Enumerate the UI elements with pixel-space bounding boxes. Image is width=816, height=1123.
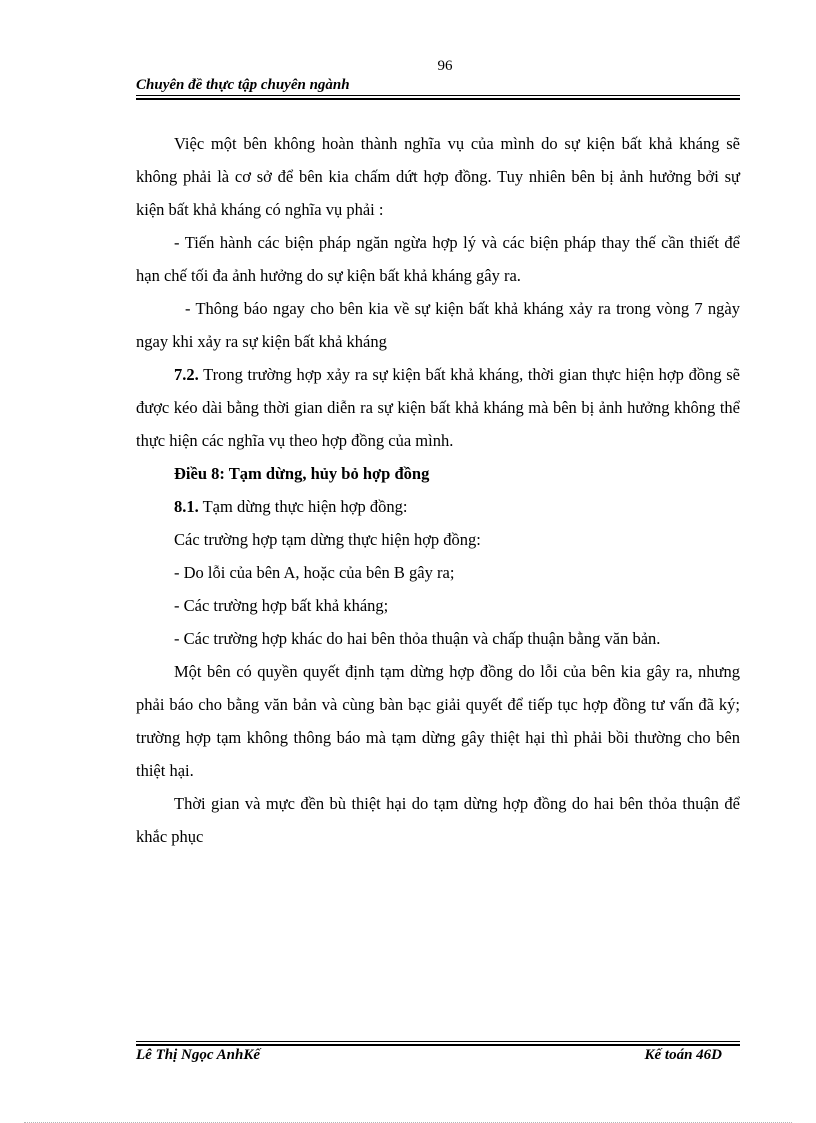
document-body [136, 127, 740, 853]
list-item: - Các trường hợp bất khả kháng; [174, 596, 389, 615]
list-item: - Do lỗi của bên A, hoặc của bên B gây ra; [174, 563, 455, 582]
page-number: 96 [437, 58, 453, 74]
paragraph-force-majeure-obligation: Việc một bên không hoàn thành nghĩa vụ của mình do sự kiện bất khả kháng sẽ không phải là cơ sở để bên kia chấm dứt hợp đồng. Tuy nhiên bên bị ảnh hưởng bởi sự kiện bất khả kháng có nghĩa vụ phải : [136, 134, 740, 219]
paragraph-suspension-right: Một bên có quyền quyết định tạm dừng hợp đồng do lỗi của bên kia gây ra, nhưng phải báo cho bằng văn bản và cùng bàn bạc giải quyết để tiếp tục hợp đồng tư vấn đã ký; trường hợp tạm không thông báo mà tạm dừng gây thiệt hại thì phải bồi thường cho bên thiệt hại. [136, 662, 740, 780]
suspension-cases-intro: Các trường hợp tạm dừng thực hiện hợp đồng: [174, 530, 481, 549]
list-item: - Các trường hợp khác do hai bên thỏa thuận và chấp thuận bằng văn bản. [174, 629, 661, 648]
section-label-7-2: 7.2. [174, 365, 199, 384]
header-rule [136, 95, 740, 100]
paragraph-preventive-measures: - Tiến hành các biện pháp ngăn ngừa hợp lý và các biện pháp thay thế cần thiết để hạn chế tối đa ảnh hưởng do sự kiện bất khả kháng gây ra. [136, 233, 740, 285]
paragraph-notification: - Thông báo ngay cho bên kia về sự kiện bất khả kháng xảy ra trong vòng 7 ngày ngay khi xảy ra sự kiện bất khả kháng [136, 299, 740, 351]
section-8-1-text: Tạm dừng thực hiện hợp đồng: [198, 497, 408, 516]
section-8-1 [136, 490, 740, 523]
paragraph-compensation: Thời gian và mực đền bù thiệt hại do tạm dừng hợp đồng do hai bên thỏa thuận để khắc phục [136, 794, 740, 846]
footer-rule [136, 1041, 740, 1046]
paragraph-7-2-text: Trong trường hợp xảy ra sự kiện bất khả kháng, thời gian thực hiện hợp đồng sẽ được kéo dài bằng thời gian diễn ra sự kiện bất khả kháng mà bên bị ảnh hưởng không thể thực hiện các nghĩa vụ theo hợp đồng của mình. [136, 365, 740, 450]
paragraph-7-2 [136, 358, 740, 457]
section-label-8-1: 8.1. [174, 497, 199, 516]
heading-article-8: Điều 8: Tạm dừng, hủy bỏ hợp đồng [174, 464, 430, 483]
footer-class: Kế toán 46D [644, 1047, 722, 1063]
header-title: Chuyên đề thực tập chuyên ngành [136, 77, 350, 93]
footer-author: Lê Thị Ngọc AnhKế [136, 1047, 261, 1063]
